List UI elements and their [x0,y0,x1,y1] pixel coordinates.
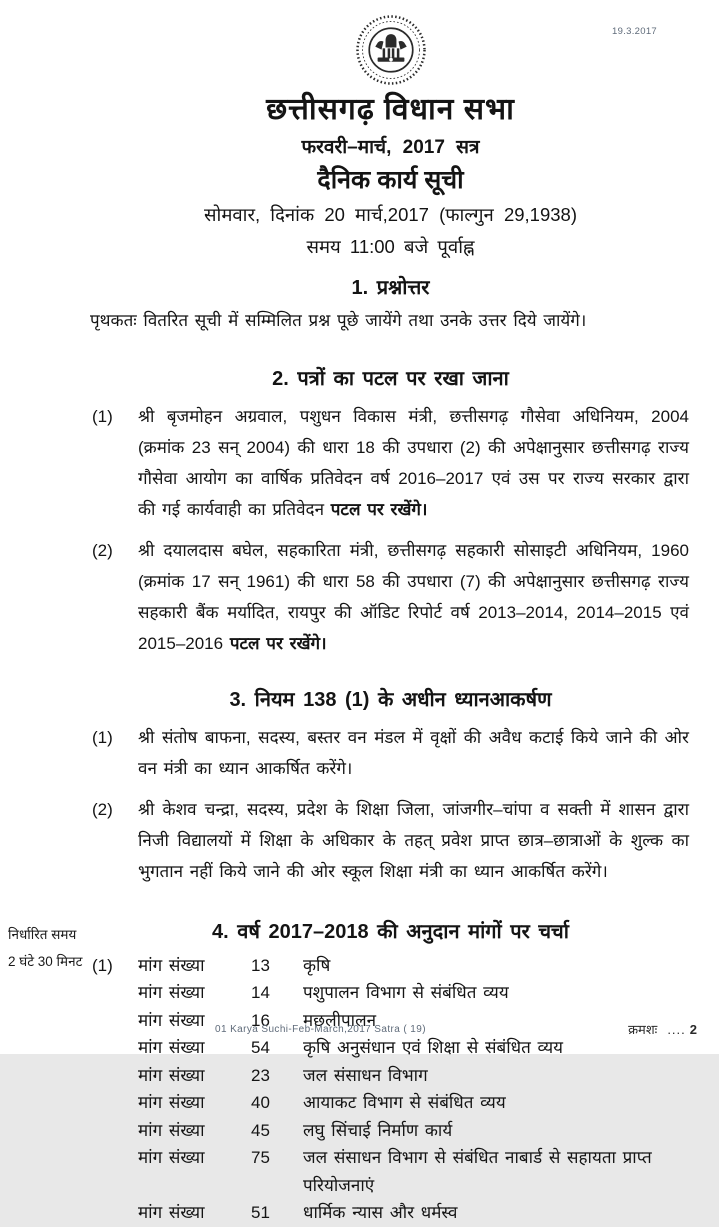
list-item [92,794,689,887]
sitting-date-line: सोमवार, दिनांक 20 मार्च,2017 (फाल्गुन 29,1938) [204,203,577,225]
demand-number: 40 [251,1093,270,1112]
demand-description: मछलीपालन [303,1010,377,1030]
demand-row [92,1117,689,1145]
demand-description: जल संसाधन विभाग से संबंधित नाबार्ड से सहायता प्राप्त परियोजनाएं [303,1148,652,1195]
section-1-intro: पृथकतः वितरित सूची में सम्मिलित प्रश्न पूछे जायेंगे तथा उनके उत्तर दिये जायेंगे। [90,310,587,330]
sitting-time-line: समय 11:00 बजे पूर्वाह्न [306,235,475,257]
national-emblem-seal-icon [349,14,433,91]
session-line: फरवरी–मार्च, 2017 सत्र [301,136,480,158]
section-demand-grants [8,917,689,1227]
allotted-time-margin-note [8,921,100,975]
section-questions [92,273,689,331]
demand-row [92,1144,689,1199]
page-footer [0,1020,719,1040]
demand-group-marker: (1) [92,955,113,975]
item-bold-text: पटल पर रखेंगे। [229,633,327,653]
demand-description: आयाकट विभाग से संबंधित व्यय [303,1093,506,1112]
item-text [138,535,689,659]
demand-label: मांग संख्या [138,1065,205,1085]
demand-description: कृषि अनुसंधान एवं शिक्षा से संबंधित व्यय [303,1038,564,1057]
demand-number: 16 [251,1010,270,1030]
item-number: (1) [92,406,113,426]
item-body-text: श्री केशव चन्द्रा, सदस्य, प्रदेश के शिक्षा जिला, जांजगीर–चांपा व सक्ती में शासन द्वारा निजी विद्यालयों में शिक्षा के अधिकार के तहत् प्रवेश प्राप्त छात्र–छात्राओं के शुल्क का भुगतान नहीं किये जाने की ओर स्कूल शिक्षा मंत्री का ध्यान आकर्षित करेंगे। [138,799,689,881]
demand-number: 13 [251,955,270,975]
item-text [138,794,689,887]
demand-row [92,979,689,1007]
demand-label: मांग संख्या [138,1093,205,1112]
demand-number: 75 [251,1148,270,1167]
assembly-title: छत्तीसगढ़ विधान सभा [266,93,515,126]
next-page-number: 2 [689,1022,697,1037]
section-2-heading: 2. पत्रों का पटल पर रखा जाना [272,367,509,390]
allotted-time-label: निर्धारित समय [8,926,77,942]
demand-label: मांग संख्या [138,983,205,1002]
section-call-attention [92,685,689,887]
section-papers-laid [92,364,689,659]
document-header [92,14,689,259]
item-number: (2) [92,799,113,819]
item-bold-text: पटल पर रखेंगे। [330,499,428,519]
demand-description: धार्मिक न्यास और धर्मस्व [303,1203,458,1222]
item-body-text: श्री संतोष बाफना, सदस्य, बस्तर वन मंडल में वृक्षों की अवैध कटाई किये जाने की ओर वन मंत्री का ध्यान आकर्षित करेंगे। [138,727,689,778]
footer-continuation [628,1020,697,1038]
demand-description: पशुपालन विभाग से संबंधित व्यय [303,983,509,1002]
demand-label: मांग संख्या [138,1010,205,1030]
demand-row [92,1089,689,1117]
demand-row [92,1199,689,1227]
document-title: दैनिक कार्य सूची [317,165,464,194]
list-item [92,722,689,784]
list-item [92,535,689,659]
item-text [138,722,689,784]
demand-label: मांग संख्या [138,1120,205,1140]
footer-file-reference: 01 Karya Suchi-Feb-March,2017 Satra ( 19) [215,1024,426,1035]
section-3-heading: 3. नियम 138 (1) के अधीन ध्यानआकर्षण [229,688,552,711]
allotted-time-value: 2 घंटे 30 मिनट [8,953,83,969]
demand-description: लघु सिंचाई निर्माण कार्य [303,1120,453,1140]
document-content [8,14,689,1227]
demand-description: जल संसाधन विभाग [303,1065,428,1085]
continuation-label: क्रमशः [628,1022,658,1037]
item-body-text: श्री दयालदास बघेल, सहकारिता मंत्री, छत्तीसगढ़ सहकारी सोसाइटी अधिनियम, 1960 (क्रमांक 17 सन् 1961) की धारा 58 की उपधारा (7) की अपेक्षानुसार छत्तीसगढ़ राज्य सहकारी बैंक मर्यादित, रायपुर की ऑडिट रिपोर्ट वर्ष 2013–2014, 2014–2015 एवं 2015–2016 [138,540,689,653]
demand-number: 54 [251,1038,270,1057]
scan-date-stamp: 19.3.2017 [612,26,657,37]
continuation-dots: .... [667,1022,686,1037]
demand-description: कृषि [303,955,331,975]
item-number: (2) [92,540,113,560]
demand-row [92,952,689,980]
item-body-text: श्री बृजमोहन अग्रवाल, पशुधन विकास मंत्री, छत्तीसगढ़ गौसेवा अधिनियम, 2004 (क्रमांक 23 सन् 2004) की धारा 18 की उपधारा (2) की अपेक्षानुसार छत्तीसगढ़ राज्य गौसेवा आयोग का वार्षिक प्रतिवेदन वर्ष 2016–2017 एवं उस पर राज्य सरकार द्वारा की गई कार्यवाही का प्रतिवेदन [138,406,689,519]
section-4-heading: 4. वर्ष 2017–2018 की अनुदान मांगों पर चर्चा [212,920,569,943]
item-number: (1) [92,727,113,747]
demand-label: मांग संख्या [138,1203,205,1222]
demand-number: 23 [251,1065,270,1085]
demand-number: 51 [251,1203,270,1222]
section-1-heading: 1. प्रश्नोत्तर [351,276,430,299]
demand-row [92,1062,689,1090]
demand-number: 14 [251,983,270,1002]
demand-label: मांग संख्या [138,955,205,975]
demand-label: मांग संख्या [138,1148,205,1167]
list-item [92,401,689,525]
demand-number: 45 [251,1120,270,1140]
demand-label: मांग संख्या [138,1038,205,1057]
item-text [138,401,689,525]
